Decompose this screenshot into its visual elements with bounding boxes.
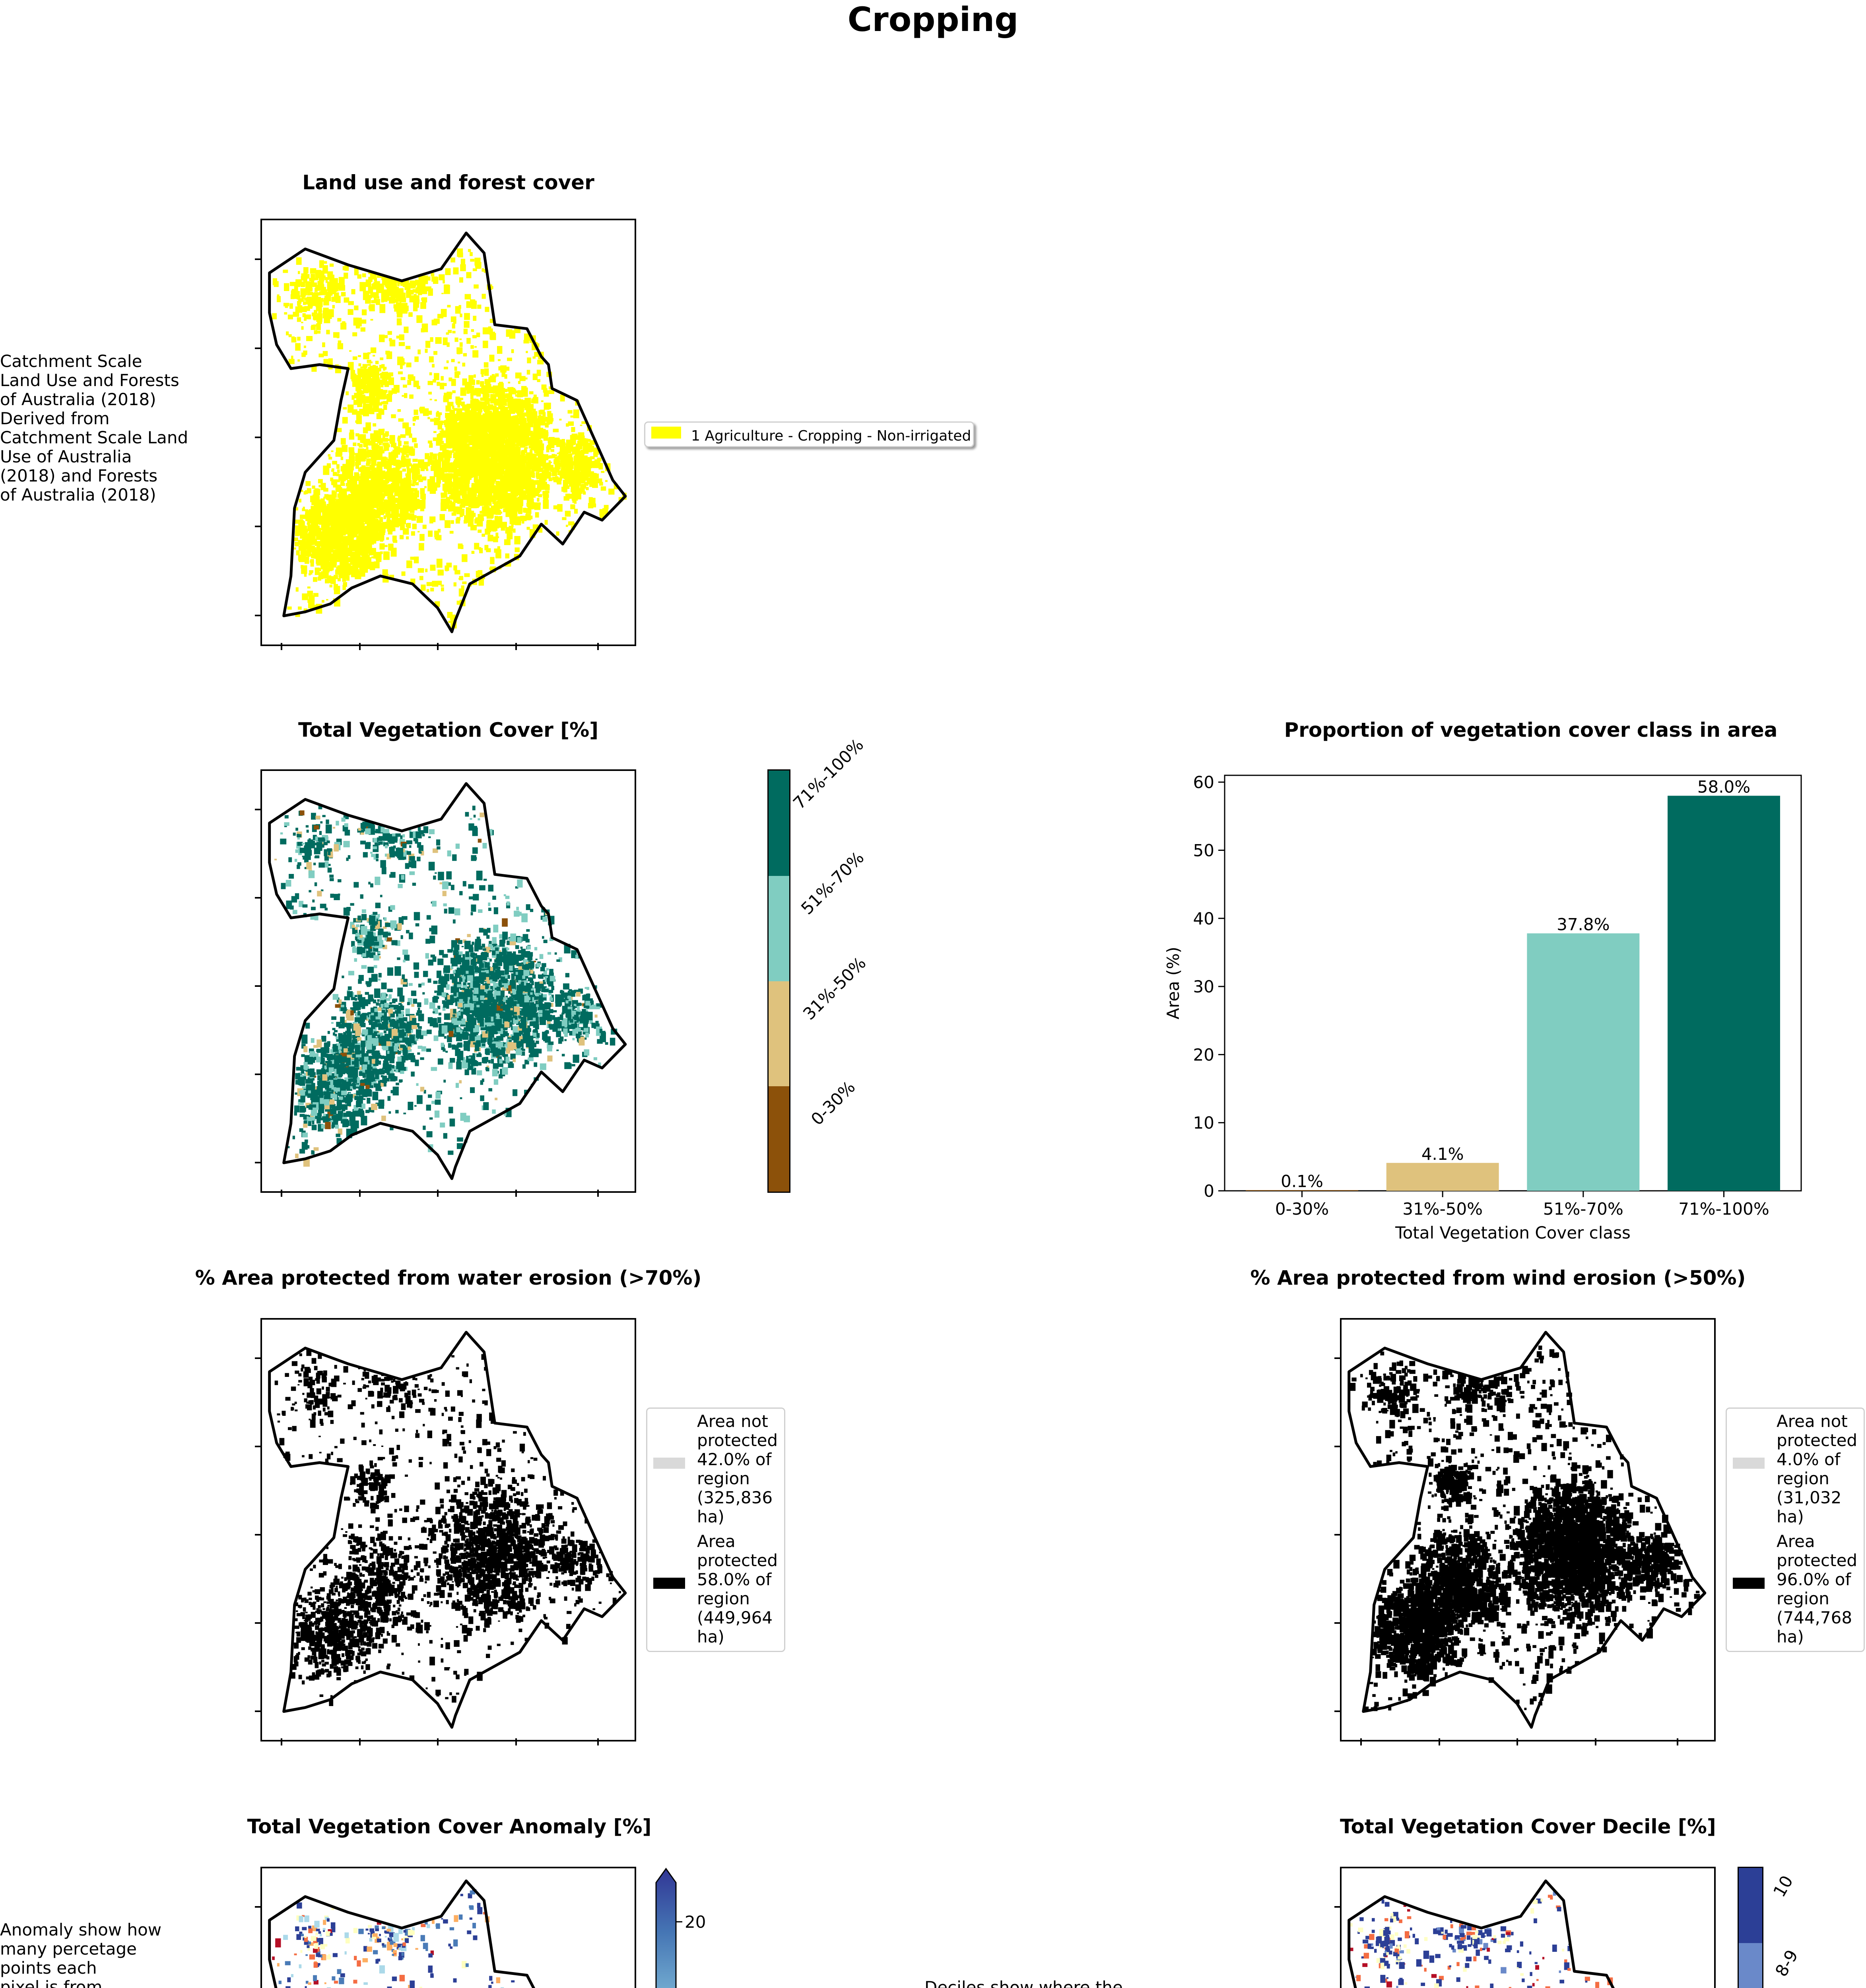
map-xtick bbox=[1677, 1738, 1678, 1745]
water-legend bbox=[646, 1408, 785, 1652]
map-ytick bbox=[1334, 1446, 1342, 1447]
map-xtick bbox=[437, 1190, 439, 1197]
map-ytick bbox=[255, 526, 262, 527]
bar-chart bbox=[1133, 755, 1833, 1256]
wind-legend bbox=[1726, 1408, 1865, 1652]
wind-legend-label-not-protected: Area not protected 4.0% of region (31,032 ha) bbox=[1777, 1412, 1857, 1526]
decile-colorbar bbox=[1738, 1867, 1763, 1988]
wind-legend-patch-not-protected bbox=[1733, 1458, 1765, 1469]
map-pixels bbox=[274, 804, 617, 1167]
map-ytick bbox=[255, 985, 262, 987]
water-legend-label-protected: Area protected 58.0% of region (449,964 ha) bbox=[697, 1532, 778, 1646]
anomaly-colorbar bbox=[652, 1867, 732, 1988]
map-xtick bbox=[437, 643, 439, 650]
bar-xlabel: Total Vegetation Cover class bbox=[1395, 1223, 1631, 1242]
map-xtick bbox=[515, 1190, 517, 1197]
tvc-map bbox=[260, 769, 636, 1193]
region-boundary bbox=[1349, 1881, 1705, 1988]
map-tvc-svg bbox=[262, 771, 635, 1191]
map-anomaly-svg bbox=[262, 1868, 635, 1988]
bar-ytick-label: 60 bbox=[1193, 773, 1214, 792]
map-xtick bbox=[597, 643, 599, 650]
tvc-cbar-seg-31-50 bbox=[769, 981, 789, 1087]
wind-map bbox=[1340, 1318, 1716, 1741]
anomaly-cbar-tick-label: 20 bbox=[685, 1912, 706, 1932]
bar-ytick-label: 10 bbox=[1193, 1113, 1214, 1133]
map-xtick bbox=[437, 1738, 439, 1745]
map-decile-svg bbox=[1342, 1868, 1714, 1988]
map-wind-svg bbox=[1342, 1320, 1714, 1740]
decile-cbar-seg-8-9 bbox=[1739, 1943, 1762, 1988]
tvc-cbar-seg-0-30 bbox=[769, 1086, 789, 1192]
bar-ytick-label: 50 bbox=[1193, 841, 1214, 860]
wind-legend-label-protected: Area protected 96.0% of region (744,768 ha) bbox=[1777, 1532, 1857, 1646]
map-ytick bbox=[255, 897, 262, 899]
water-legend-patch-not-protected bbox=[653, 1458, 685, 1469]
bar-51%-70% bbox=[1527, 933, 1639, 1191]
map-ytick bbox=[1334, 1622, 1342, 1624]
bar-xtick-label: 71%-100% bbox=[1678, 1199, 1769, 1219]
map-xtick bbox=[515, 643, 517, 650]
water-title: % Area protected from water erosion (>70%) bbox=[111, 1266, 785, 1289]
tvc-cbar-label-71-100: 71%-100% bbox=[789, 735, 867, 813]
map-ytick bbox=[255, 1074, 262, 1075]
map-landuse-svg bbox=[262, 220, 635, 645]
bar-xtick-label: 51%-70% bbox=[1543, 1199, 1623, 1219]
bar-xtick-label: 0-30% bbox=[1275, 1199, 1329, 1219]
map-xtick bbox=[359, 1738, 361, 1745]
decile-cbar-label-10: 10 bbox=[1769, 1872, 1797, 1901]
bar-value-label: 58.0% bbox=[1697, 777, 1750, 796]
decile-title: Total Vegetation Cover Decile [%] bbox=[1340, 1815, 1716, 1838]
map-xtick bbox=[281, 1190, 282, 1197]
landuse-title: Land use and forest cover bbox=[260, 171, 636, 194]
map-ytick bbox=[255, 809, 262, 810]
map-ytick bbox=[255, 1906, 262, 1908]
map-pixels bbox=[1350, 1345, 1700, 1711]
map-ytick bbox=[255, 1710, 262, 1712]
water-legend-patch-protected bbox=[653, 1578, 685, 1589]
bar-value-label: 4.1% bbox=[1421, 1144, 1464, 1164]
landuse-legend bbox=[644, 421, 974, 447]
bar-ytick-label: 20 bbox=[1193, 1045, 1214, 1064]
map-ytick bbox=[255, 348, 262, 349]
tvc-colorbar bbox=[767, 769, 790, 1193]
anomaly-side-note: Anomaly show how many percetage points each pixel is from bbox=[0, 1920, 183, 1988]
tvc-cbar-label-51-70: 51%-70% bbox=[797, 848, 868, 918]
bar-ylabel: Area (%) bbox=[1163, 947, 1183, 1019]
map-xtick bbox=[1439, 1738, 1440, 1745]
anomaly-title: Total Vegetation Cover Anomaly [%] bbox=[191, 1815, 708, 1838]
map-ytick bbox=[255, 1446, 262, 1447]
water-map bbox=[260, 1318, 636, 1741]
map-ytick bbox=[1334, 1710, 1342, 1712]
map-xtick bbox=[597, 1190, 599, 1197]
bar-ytick-label: 40 bbox=[1193, 909, 1214, 928]
bar-chart-title: Proportion of vegetation cover class in area bbox=[1225, 718, 1837, 742]
tvc-title: Total Vegetation Cover [%] bbox=[260, 718, 636, 742]
region-boundary bbox=[270, 1881, 625, 1988]
map-xtick bbox=[359, 643, 361, 650]
page-title: Cropping bbox=[0, 0, 1866, 39]
map-xtick bbox=[515, 1738, 517, 1745]
decile-side-note: Deciles show where the bbox=[924, 1978, 1163, 1988]
map-ytick bbox=[255, 1357, 262, 1359]
bar-xtick-label: 31%-50% bbox=[1402, 1199, 1483, 1219]
landuse-map bbox=[260, 219, 636, 646]
map-ytick bbox=[255, 615, 262, 616]
map-ytick bbox=[255, 1534, 262, 1536]
anomaly-map bbox=[260, 1867, 636, 1988]
bar-value-label: 37.8% bbox=[1557, 914, 1610, 934]
tvc-cbar-label-0-30: 0-30% bbox=[807, 1077, 859, 1129]
map-ytick bbox=[255, 437, 262, 438]
map-xtick bbox=[281, 1738, 282, 1745]
map-ytick bbox=[255, 1622, 262, 1624]
wind-legend-patch-protected bbox=[1733, 1578, 1765, 1589]
map-xtick bbox=[359, 1190, 361, 1197]
bar-ytick-label: 0 bbox=[1204, 1181, 1214, 1201]
map-xtick bbox=[281, 643, 282, 650]
water-legend-label-not-protected: Area not protected 42.0% of region (325,836 ha) bbox=[697, 1412, 778, 1526]
wind-title: % Area protected from wind erosion (>50%) bbox=[1161, 1266, 1835, 1289]
tvc-cbar-seg-71-100 bbox=[769, 771, 789, 876]
tvc-cbar-label-31-50: 31%-50% bbox=[799, 953, 870, 1023]
legend-label-cropping: 1 Agriculture - Cropping - Non-irrigated bbox=[691, 427, 971, 446]
landuse-side-note: Catchment Scale Land Use and Forests of Australia (2018) Derived from Catchment Scale Land Use of Australia (2018) and Forests of Australia (2018) bbox=[0, 352, 191, 505]
map-ytick bbox=[255, 258, 262, 260]
bar-ytick-label: 30 bbox=[1193, 977, 1214, 996]
bar-31%-50% bbox=[1386, 1163, 1499, 1191]
anomaly-cbar-bar bbox=[656, 1869, 676, 1988]
map-xtick bbox=[1360, 1738, 1362, 1745]
map-ytick bbox=[1334, 1906, 1342, 1908]
map-ytick bbox=[1334, 1357, 1342, 1359]
map-pixels bbox=[1350, 1891, 1699, 1988]
tvc-cbar-seg-51-70 bbox=[769, 876, 789, 981]
bar-value-label: 0.1% bbox=[1281, 1171, 1323, 1191]
decile-cbar-label-8-9: 8-9 bbox=[1771, 1947, 1802, 1980]
map-ytick bbox=[255, 1162, 262, 1163]
map-pixels bbox=[272, 248, 627, 629]
decile-map bbox=[1340, 1867, 1716, 1988]
map-water-svg bbox=[262, 1320, 635, 1740]
map-xtick bbox=[1595, 1738, 1596, 1745]
map-pixels bbox=[275, 1349, 621, 1706]
decile-cbar-seg-10 bbox=[1739, 1868, 1762, 1943]
map-xtick bbox=[1516, 1738, 1518, 1745]
bar-71%-100% bbox=[1668, 796, 1780, 1191]
map-xtick bbox=[597, 1738, 599, 1745]
legend-patch-cropping bbox=[651, 427, 681, 439]
map-ytick bbox=[1334, 1534, 1342, 1536]
